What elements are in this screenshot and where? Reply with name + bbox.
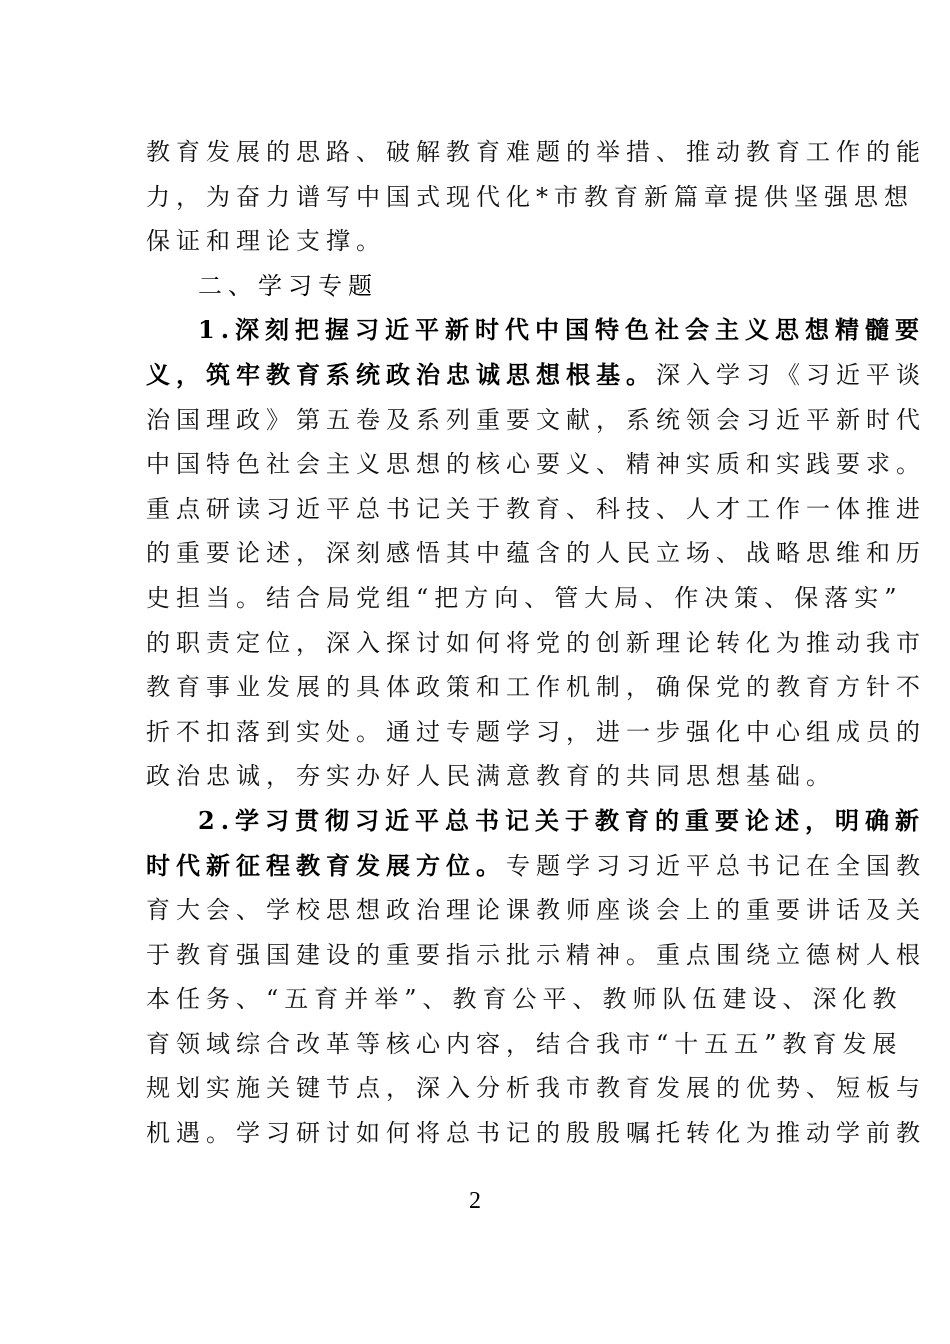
paragraph-line: 力，为奋力谱写中国式现代化*市教育新篇章提供坚强思想 (146, 182, 914, 211)
topic-1-body-start: 深入学习《习近平谈 (656, 360, 926, 389)
topic-2-title: 2.学习贯彻习近平总书记关于教育的重要论述，明确新 (198, 805, 926, 835)
topic-1-title: 1.深刻把握习近平新时代中国特色社会主义思想精髓要 (198, 315, 926, 345)
topic-1-title-end: 义，筑牢教育系统政治忠诚思想根基。 (146, 359, 656, 389)
topic-2-title-continued (146, 844, 926, 889)
topic-2-body-line: 规划实施关键节点，深入分析我市教育发展的优势、短板与 (146, 1074, 926, 1103)
topic-1-body-line: 治国理政》第五卷及系列重要文献，系统领会习近平新时代 (146, 405, 926, 434)
topic-2-body-line: 育大会、学校思想政治理论课教师座谈会上的重要讲话及关 (146, 896, 926, 925)
topic-1-body-line: 折不扣落到实处。通过专题学习，进一步强化中心组成员的 (146, 717, 926, 746)
topic-2-body-line: 本任务、“五育并举”、教育公平、教师队伍建设、深化教 (146, 985, 903, 1014)
topic-1-title-continued (146, 353, 926, 398)
topic-1-body-line: 中国特色社会主义思想的核心要义、精神实质和实践要求。 (146, 450, 926, 479)
topic-2-body-start: 专题学习习近平总书记在全国教 (506, 851, 926, 880)
topic-2-title-end: 时代新征程教育发展方位。 (146, 850, 506, 880)
topic-1-body-line: 政治忠诚，夯实办好人民满意教育的共同思想基础。 (146, 762, 836, 791)
topic-1-body-line: 史担当。结合局党组“把方向、管大局、作决策、保落实” (146, 583, 903, 612)
topic-2-body-line: 于教育强国建设的重要指示批示精神。重点围绕立德树人根 (146, 940, 926, 969)
page-number: 2 (469, 1188, 481, 1214)
topic-1-body-line: 教育事业发展的具体政策和工作机制，确保党的教育方针不 (146, 673, 926, 702)
topic-1-body-line: 重点研读习近平总书记关于教育、科技、人才工作一体推进 (146, 494, 926, 523)
topic-2-body-line: 机遇。学习研讨如何将总书记的殷殷嘱托转化为推动学前教 (146, 1119, 926, 1148)
topic-2-body-line: 育领域综合改革等核心内容，结合我市“十五五”教育发展 (146, 1029, 903, 1058)
topic-1-body-line: 的重要论述，深刻感悟其中蕴含的人民立场、战略思维和历 (146, 539, 926, 568)
paragraph-line: 保证和理论支撑。 (146, 227, 386, 256)
section-heading: 二、学习专题 (198, 271, 378, 300)
document-body (146, 130, 926, 1156)
topic-1-body-line: 的职责定位，深入探讨如何将党的创新理论转化为推动我市 (146, 628, 926, 657)
paragraph-line: 教育发展的思路、破解教育难题的举措、推动教育工作的能 (146, 138, 926, 166)
